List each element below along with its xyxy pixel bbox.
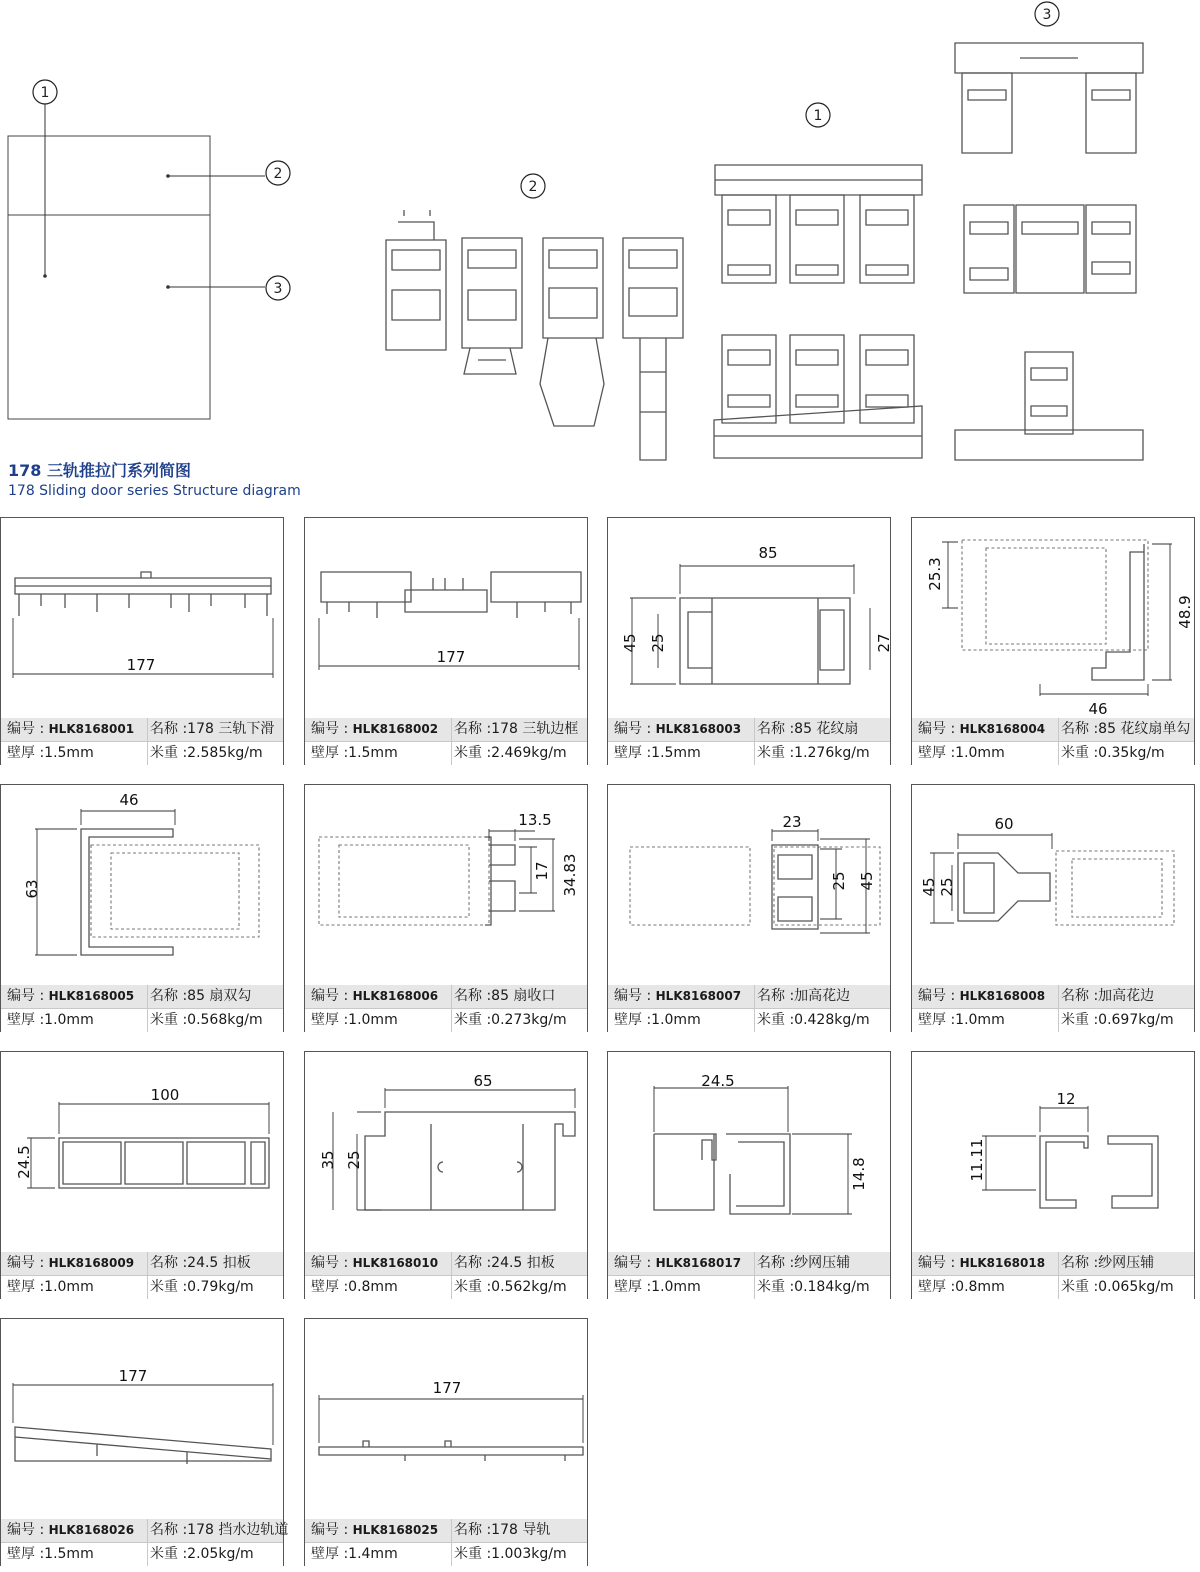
profile-info-table (1, 718, 283, 764)
dimension-label: 25 (345, 1150, 363, 1170)
dimension-label: 13.5 (518, 811, 552, 829)
profile-drawing (912, 785, 1194, 985)
dimension-label: 25 (938, 877, 956, 897)
thickness-label: 壁厚 : (7, 1012, 45, 1028)
weight-per-meter: 0.065kg/m (1098, 1279, 1174, 1295)
profile-card (304, 1051, 588, 1299)
weight-per-meter: 0.35kg/m (1098, 745, 1165, 761)
profile-drawing (1, 785, 283, 985)
profile-card (304, 517, 588, 765)
profile-code: HLK8168001 (48, 722, 135, 736)
dimension-label: 177 (118, 1367, 148, 1385)
info-row-thickness-weight (305, 1542, 587, 1566)
info-row-thickness-weight (1, 741, 283, 765)
thickness-label: 壁厚 : (311, 1546, 349, 1562)
name-label: 名称 : (454, 1255, 492, 1271)
profile-info-table (1, 985, 283, 1031)
dimension-label: 14.8 (850, 1157, 868, 1191)
svg-text:3: 3 (1042, 7, 1052, 23)
profile-card (911, 517, 1195, 765)
svg-text:3: 3 (273, 281, 283, 297)
info-row-code-name (1, 718, 283, 741)
info-row-thickness-weight (1, 1008, 283, 1032)
code-label: 编号 : (614, 721, 656, 737)
profile-card (607, 784, 891, 1032)
profile-drawing (305, 1319, 587, 1519)
name-label: 名称 : (150, 1255, 188, 1271)
balloon-2 (266, 161, 290, 185)
wall-thickness: 1.0mm (651, 1012, 701, 1028)
thickness-label: 壁厚 : (7, 745, 45, 761)
weight-label: 米重 : (150, 1012, 188, 1028)
weight-label: 米重 : (1061, 745, 1099, 761)
wall-thickness: 1.0mm (651, 1279, 701, 1295)
profile-drawing (305, 518, 587, 718)
profile-code: HLK8168007 (655, 989, 742, 1003)
profile-name: 纱网压辅 (1098, 1255, 1155, 1271)
name-label: 名称 : (1061, 721, 1099, 737)
weight-label: 米重 : (757, 745, 795, 761)
weight-per-meter: 2.469kg/m (491, 745, 567, 761)
profile-card (304, 1318, 588, 1566)
profile-drawing (305, 1052, 587, 1252)
weight-per-meter: 0.428kg/m (794, 1012, 870, 1028)
profile-info-table (305, 1252, 587, 1298)
svg-text:2: 2 (528, 179, 538, 195)
wall-thickness: 1.5mm (44, 1546, 94, 1562)
profile-code: HLK8168010 (352, 1256, 439, 1270)
profile-name: 178 导轨 (491, 1522, 551, 1538)
profile-info-table (912, 985, 1194, 1031)
dimension-label: 25.3 (926, 557, 944, 591)
wall-thickness: 1.0mm (955, 1012, 1005, 1028)
name-label: 名称 : (454, 1522, 492, 1538)
profile-info-table (912, 718, 1194, 764)
profile-code: HLK8168017 (655, 1256, 742, 1270)
name-label: 名称 : (757, 1255, 795, 1271)
info-row-thickness-weight (912, 1275, 1194, 1299)
info-row-thickness-weight (912, 1008, 1194, 1032)
profile-code: HLK8168006 (352, 989, 439, 1003)
dimension-label: 35 (319, 1150, 337, 1170)
profile-info-table (608, 718, 890, 764)
section-1-drawing (714, 103, 922, 458)
thickness-label: 壁厚 : (614, 1012, 652, 1028)
info-row-code-name (305, 985, 587, 1008)
weight-label: 米重 : (757, 1279, 795, 1295)
profile-card (607, 517, 891, 765)
structure-diagram (0, 0, 1200, 455)
code-label: 编号 : (7, 721, 49, 737)
profile-info-table (1, 1252, 283, 1298)
weight-per-meter: 2.05kg/m (187, 1546, 254, 1562)
thickness-label: 壁厚 : (311, 745, 349, 761)
code-label: 编号 : (614, 1255, 656, 1271)
profile-name: 85 花纹扇单勾 (1098, 721, 1191, 737)
profile-info-table (305, 985, 587, 1031)
profile-code: HLK8168005 (48, 989, 135, 1003)
profile-info-table (912, 1252, 1194, 1298)
code-label: 编号 : (7, 1522, 49, 1538)
profile-name: 24.5 扣板 (491, 1255, 555, 1271)
weight-per-meter: 1.276kg/m (794, 745, 870, 761)
dimension-label: 177 (126, 656, 156, 674)
profile-name: 178 挡水边轨道 (187, 1522, 289, 1538)
name-label: 名称 : (150, 1522, 188, 1538)
code-label: 编号 : (311, 721, 353, 737)
info-row-thickness-weight (305, 741, 587, 765)
profile-name: 24.5 扣板 (187, 1255, 251, 1271)
dimension-label: 12 (1056, 1090, 1076, 1108)
thickness-label: 壁厚 : (918, 1012, 956, 1028)
info-row-code-name (305, 1519, 587, 1542)
profile-drawing (1, 1319, 283, 1519)
info-row-code-name (305, 1252, 587, 1275)
dimension-label: 11.11 (968, 1138, 986, 1182)
weight-label: 米重 : (150, 745, 188, 761)
weight-label: 米重 : (454, 1012, 492, 1028)
info-row-code-name (608, 1252, 890, 1275)
dimension-label: 27 (875, 633, 893, 653)
code-label: 编号 : (311, 1522, 353, 1538)
door-elevation (8, 104, 265, 419)
info-row-thickness-weight (608, 741, 890, 765)
thickness-label: 壁厚 : (614, 745, 652, 761)
balloon-3 (266, 276, 290, 300)
info-row-code-name (608, 985, 890, 1008)
thickness-label: 壁厚 : (614, 1279, 652, 1295)
name-label: 名称 : (454, 988, 492, 1004)
svg-text:2: 2 (273, 166, 283, 182)
wall-thickness: 1.0mm (44, 1279, 94, 1295)
profile-card (304, 784, 588, 1032)
thickness-label: 壁厚 : (7, 1546, 45, 1562)
svg-text:1: 1 (40, 85, 50, 101)
profile-card (0, 784, 284, 1032)
svg-text:1: 1 (813, 108, 823, 124)
weight-per-meter: 1.003kg/m (491, 1546, 567, 1562)
thickness-label: 壁厚 : (311, 1279, 349, 1295)
wall-thickness: 1.0mm (348, 1012, 398, 1028)
wall-thickness: 1.0mm (44, 1012, 94, 1028)
dimension-label: 65 (473, 1072, 493, 1090)
info-row-code-name (912, 718, 1194, 741)
dimension-label: 46 (1088, 700, 1108, 718)
profile-info-table (1, 1519, 289, 1565)
code-label: 编号 : (614, 988, 656, 1004)
info-row-code-name (1, 1252, 283, 1275)
dimension-label: 85 (758, 544, 778, 562)
profile-card (607, 1051, 891, 1299)
info-row-code-name (912, 985, 1194, 1008)
dimension-label: 45 (858, 871, 876, 891)
profile-code: HLK8168009 (48, 1256, 135, 1270)
weight-label: 米重 : (150, 1279, 188, 1295)
info-row-code-name (1, 1519, 289, 1542)
dimension-label: 60 (994, 815, 1014, 833)
dimension-label: 46 (119, 791, 139, 809)
diagram-title-cn: 178 三轨推拉门系列简图 (8, 461, 191, 480)
profile-name: 85 花纹扇 (794, 721, 859, 737)
name-label: 名称 : (757, 988, 795, 1004)
profile-info-table (608, 985, 890, 1031)
info-row-thickness-weight (1, 1542, 283, 1566)
dimension-label: 45 (920, 877, 938, 897)
profile-drawing (305, 785, 587, 985)
profile-code: HLK8168025 (352, 1523, 439, 1537)
dimension-label: 45 (621, 633, 639, 653)
wall-thickness: 1.5mm (348, 745, 398, 761)
name-label: 名称 : (150, 988, 188, 1004)
profile-card (0, 1051, 284, 1299)
dimension-label: 48.9 (1176, 595, 1194, 629)
name-label: 名称 : (1061, 988, 1099, 1004)
profile-code: HLK8168002 (352, 722, 439, 736)
dimension-label: 17 (533, 861, 551, 881)
profile-code: HLK8168008 (959, 989, 1046, 1003)
weight-per-meter: 0.79kg/m (187, 1279, 254, 1295)
info-row-code-name (608, 718, 890, 741)
profile-code: HLK8168018 (959, 1256, 1046, 1270)
info-row-thickness-weight (608, 1275, 890, 1299)
dimension-label: 25 (649, 633, 667, 653)
weight-label: 米重 : (150, 1546, 188, 1562)
weight-label: 米重 : (454, 1279, 492, 1295)
wall-thickness: 1.4mm (348, 1546, 398, 1562)
info-row-thickness-weight (912, 741, 1194, 765)
info-row-thickness-weight (305, 1275, 587, 1299)
profile-name: 纱网压辅 (794, 1255, 851, 1271)
code-label: 编号 : (311, 1255, 353, 1271)
wall-thickness: 0.8mm (955, 1279, 1005, 1295)
profile-drawing (912, 518, 1194, 718)
profile-drawing (912, 1052, 1194, 1252)
thickness-label: 壁厚 : (7, 1279, 45, 1295)
balloon-2b (521, 174, 545, 198)
profile-info-table (305, 1519, 587, 1565)
code-label: 编号 : (918, 988, 960, 1004)
weight-per-meter: 0.697kg/m (1098, 1012, 1174, 1028)
diagram-title-en: 178 Sliding door series Structure diagram (8, 483, 301, 499)
info-row-thickness-weight (305, 1008, 587, 1032)
profile-name: 加高花边 (794, 988, 851, 1004)
info-row-thickness-weight (608, 1008, 890, 1032)
weight-label: 米重 : (454, 1546, 492, 1562)
thickness-label: 壁厚 : (918, 1279, 956, 1295)
profile-code: HLK8168026 (48, 1523, 135, 1537)
profile-drawing (608, 785, 890, 985)
profile-drawing (1, 518, 283, 718)
info-row-thickness-weight (1, 1275, 283, 1299)
profile-name: 加高花边 (1098, 988, 1155, 1004)
dimension-label: 24.5 (701, 1072, 735, 1090)
info-row-code-name (305, 718, 587, 741)
weight-label: 米重 : (454, 745, 492, 761)
code-label: 编号 : (7, 988, 49, 1004)
profile-code: HLK8168003 (655, 722, 742, 736)
dimension-label: 177 (436, 648, 466, 666)
profile-card (911, 784, 1195, 1032)
weight-per-meter: 2.585kg/m (187, 745, 263, 761)
weight-per-meter: 0.562kg/m (491, 1279, 567, 1295)
profile-name: 178 三轨边框 (491, 721, 579, 737)
profile-card (0, 517, 284, 765)
balloon-1 (33, 80, 57, 104)
profile-name: 178 三轨下滑 (187, 721, 275, 737)
wall-thickness: 1.5mm (651, 745, 701, 761)
code-label: 编号 : (311, 988, 353, 1004)
profile-drawing (1, 1052, 283, 1252)
profile-drawing (608, 1052, 890, 1252)
dimension-label: 100 (150, 1086, 180, 1104)
section-3-drawing (955, 2, 1143, 460)
wall-thickness: 1.0mm (955, 745, 1005, 761)
weight-per-meter: 0.184kg/m (794, 1279, 870, 1295)
info-row-code-name (1, 985, 283, 1008)
weight-label: 米重 : (1061, 1279, 1099, 1295)
weight-label: 米重 : (757, 1012, 795, 1028)
profile-info-table (608, 1252, 890, 1298)
thickness-label: 壁厚 : (918, 745, 956, 761)
dimension-label: 23 (782, 813, 802, 831)
dimension-label: 63 (23, 879, 41, 899)
profile-name: 85 扇双勾 (187, 988, 252, 1004)
name-label: 名称 : (757, 721, 795, 737)
profile-card (911, 1051, 1195, 1299)
name-label: 名称 : (454, 721, 492, 737)
balloon-3b (1035, 2, 1059, 26)
thickness-label: 壁厚 : (311, 1012, 349, 1028)
weight-per-meter: 0.273kg/m (491, 1012, 567, 1028)
dimension-label: 177 (432, 1379, 462, 1397)
code-label: 编号 : (918, 1255, 960, 1271)
wall-thickness: 1.5mm (44, 745, 94, 761)
profile-code: HLK8168004 (959, 722, 1046, 736)
wall-thickness: 0.8mm (348, 1279, 398, 1295)
profile-card (0, 1318, 289, 1566)
dimension-label: 34.83 (561, 853, 579, 897)
code-label: 编号 : (918, 721, 960, 737)
name-label: 名称 : (150, 721, 188, 737)
weight-label: 米重 : (1061, 1012, 1099, 1028)
profile-name: 85 扇收口 (491, 988, 556, 1004)
dimension-label: 24.5 (15, 1145, 33, 1179)
dimension-label: 25 (830, 871, 848, 891)
balloon-1b (806, 103, 830, 127)
info-row-code-name (912, 1252, 1194, 1275)
profile-drawing (608, 518, 893, 718)
profile-info-table (305, 718, 587, 764)
code-label: 编号 : (7, 1255, 49, 1271)
weight-per-meter: 0.568kg/m (187, 1012, 263, 1028)
section-2-drawing (386, 174, 683, 460)
name-label: 名称 : (1061, 1255, 1099, 1271)
